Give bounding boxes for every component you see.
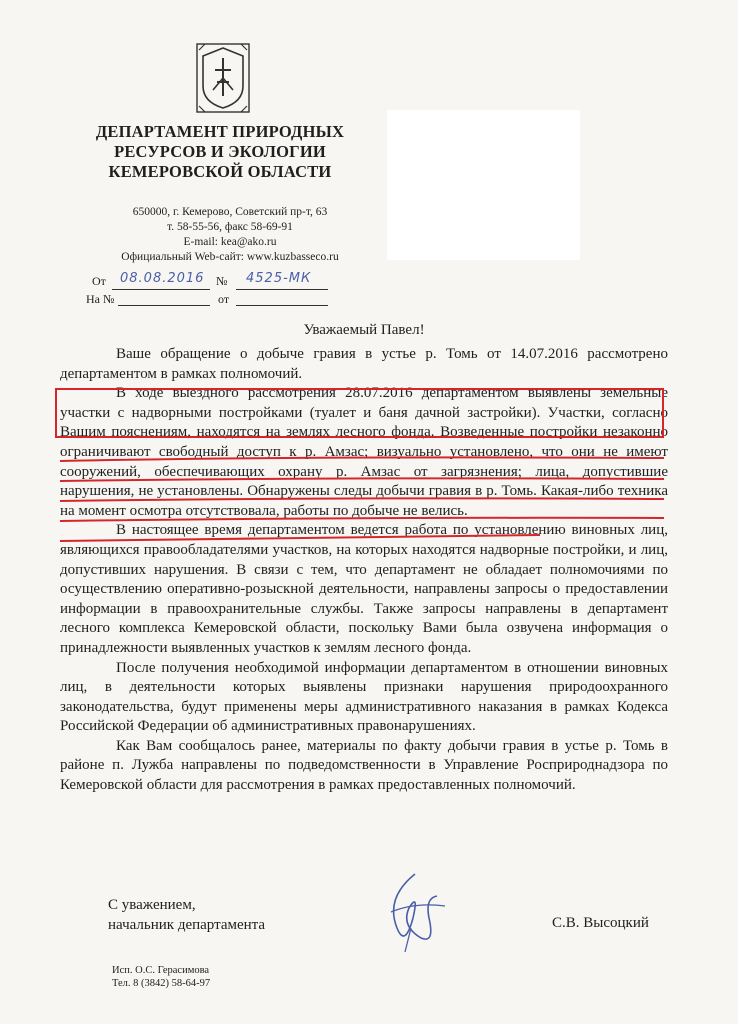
department-title-line: КЕМЕРОВСКОЙ ОБЛАСТИ	[108, 162, 332, 181]
email: E-mail: kea@ako.ru	[183, 236, 277, 248]
salutation: Уважаемый Павел!	[303, 322, 425, 338]
body-paragraph: Как Вам сообщалось ранее, материалы по факту добычи гравия в устье р. Томь в районе п. Лужба направлены по подведомственности в Управление Росприроднадзора по Кемеровской области для рассмотрения в рамках предоставленных полномочий.	[60, 737, 668, 794]
red-underline	[60, 518, 664, 521]
department-title-line: РЕСУРСОВ И ЭКОЛОГИИ	[114, 142, 326, 161]
closing	[108, 895, 265, 935]
body-paragraph: В ходе выездного рассмотрения 28.07.2016 департаментом выявлены земельные участки с надворными постройками (туалет и баня дачной застройки). Участки, согласно Вашим пояснениям, находятся на землях лесного фонда. Возведенные постройки незаконно ограничивают свободный доступ к р. Амзас; визуально установлено, что они не имеют сооружений, обеспечивающих охрану р. Амзас от загрязнения; лица, допустившие нарушения, не установлены. Обнаружены следы добычи гравия в р. Томь. Какая-либо техника на момент осмотра отсутствовала, работы по добыче не велись.	[60, 385, 668, 519]
dated-label: от	[218, 292, 230, 306]
website: Официальный Web-сайт: www.kuzbasseco.ru	[121, 251, 339, 263]
body-paragraph: После получения необходимой информации департаментом в отношении виновных лиц, в деятельности которых выявлены признаки нарушения природоохранного законодательства, будут применены меры административного наказания в рамках Кодекса Российской Федерации об административных правонарушениях.	[60, 659, 668, 735]
number-sign: №	[216, 274, 228, 288]
signer-name: С.В. Высоцкий	[552, 915, 649, 931]
body-paragraph: Ваше обращение о добыче гравия в устье р. Томь от 14.07.2016 рассмотрено департаментом в рамках полномочий.	[60, 346, 668, 382]
red-underline	[60, 535, 540, 541]
closing-line: С уважением,	[108, 897, 196, 913]
department-title-line: ДЕПАРТАМЕНТ ПРИРОДНЫХ	[95, 122, 345, 141]
address: 650000, г. Кемерово, Советский пр-т, 63	[132, 206, 328, 218]
closing-title: начальник департамента	[108, 917, 266, 933]
handwritten-number: 4525-МК	[246, 271, 312, 286]
red-underline	[60, 478, 664, 481]
body-paragraph: В настоящее время департаментом ведется работа по установлению виновных лиц, являющихся правообладателями участков, на которых находятся надворные постройки, и лиц, допустивших нарушения. В связи с тем, что департамент не обладает полномочиями по осуществлению оперативно-розыскной деятельности, направлены запросы о предоставлении информации в правоохранительные службы. Также запросы направлены в департамент лесного комплекса Кемеровской области, поскольку Вами была озвучена информация о принадлежности выявленных участков к землям лесного фонда.	[60, 522, 668, 656]
footer	[112, 964, 210, 990]
executor: Исп. О.С. Герасимова	[112, 965, 210, 976]
red-underline	[60, 498, 664, 501]
phone-fax: т. 58-55-56, факс 58-69-91	[167, 221, 293, 233]
red-underline	[60, 457, 664, 461]
executor-phone: Тел. 8 (3842) 58-64-97	[112, 978, 211, 989]
handwritten-date: 08.08.2016	[120, 271, 205, 286]
handwritten-signature	[375, 868, 455, 958]
on-number-label: На №	[86, 292, 115, 306]
from-label: От	[92, 274, 106, 288]
